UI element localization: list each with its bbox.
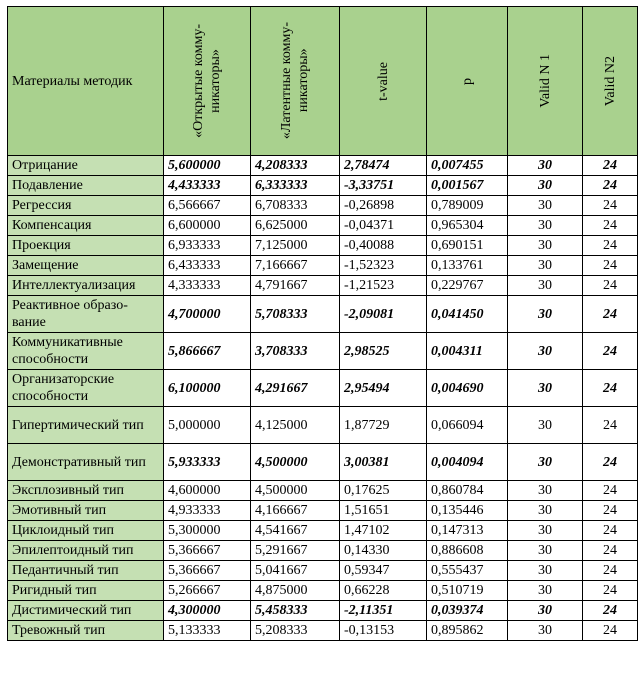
table-row (8, 370, 638, 407)
table-row (8, 236, 638, 256)
valid-n2-cell: 24 (583, 296, 638, 333)
valid-n2-cell: 24 (583, 276, 638, 296)
table-row (8, 601, 638, 621)
valid-n2-cell: 24 (583, 196, 638, 216)
latent-communicators-value: 4,500000 (251, 481, 340, 501)
table-row (8, 521, 638, 541)
valid-n2-cell: 24 (583, 236, 638, 256)
header-valid-n1: Valid N 1 (508, 7, 583, 156)
table-row (8, 561, 638, 581)
p-value-cell: 0,895862 (427, 621, 508, 641)
open-communicators-value: 5,866667 (164, 333, 251, 370)
t-value-cell: 0,59347 (340, 561, 427, 581)
t-value-cell: 2,98525 (340, 333, 427, 370)
p-value-cell: 0,965304 (427, 216, 508, 236)
t-value-cell: 1,51651 (340, 501, 427, 521)
valid-n1-cell: 30 (508, 370, 583, 407)
latent-communicators-value: 5,041667 (251, 561, 340, 581)
latent-communicators-value: 5,708333 (251, 296, 340, 333)
open-communicators-value: 4,700000 (164, 296, 251, 333)
valid-n1-cell: 30 (508, 561, 583, 581)
t-value-cell: 0,17625 (340, 481, 427, 501)
p-value-cell: 0,690151 (427, 236, 508, 256)
open-communicators-value: 5,366667 (164, 541, 251, 561)
open-communicators-value: 5,300000 (164, 521, 251, 541)
valid-n1-cell: 30 (508, 407, 583, 444)
latent-communicators-value: 6,333333 (251, 176, 340, 196)
valid-n1-cell: 30 (508, 216, 583, 236)
valid-n1-cell: 30 (508, 156, 583, 176)
header-valid-n2: Valid N2 (583, 7, 638, 156)
table-row (8, 481, 638, 501)
row-label: Отрицание (8, 156, 164, 176)
valid-n1-cell: 30 (508, 256, 583, 276)
t-value-cell: 2,78474 (340, 156, 427, 176)
valid-n2-cell: 24 (583, 521, 638, 541)
valid-n1-cell: 30 (508, 541, 583, 561)
valid-n1-cell: 30 (508, 481, 583, 501)
valid-n1-cell: 30 (508, 601, 583, 621)
open-communicators-value: 6,566667 (164, 196, 251, 216)
table-container (7, 6, 637, 641)
open-communicators-value: 5,933333 (164, 444, 251, 481)
p-value-cell: 0,004311 (427, 333, 508, 370)
valid-n2-cell: 24 (583, 561, 638, 581)
p-value-cell: 0,066094 (427, 407, 508, 444)
header-p: p (427, 7, 508, 156)
open-communicators-value: 4,933333 (164, 501, 251, 521)
header-latent-communicators: «Латентные комму- никаторы» (251, 7, 340, 156)
p-value-cell: 0,135446 (427, 501, 508, 521)
p-value-cell: 0,039374 (427, 601, 508, 621)
p-value-cell: 0,041450 (427, 296, 508, 333)
valid-n1-cell: 30 (508, 276, 583, 296)
p-value-cell: 0,229767 (427, 276, 508, 296)
latent-communicators-value: 6,708333 (251, 196, 340, 216)
table-row (8, 333, 638, 370)
t-value-cell: 0,14330 (340, 541, 427, 561)
valid-n2-cell: 24 (583, 541, 638, 561)
valid-n1-cell: 30 (508, 296, 583, 333)
open-communicators-value: 5,366667 (164, 561, 251, 581)
table-row (8, 541, 638, 561)
open-communicators-value: 4,333333 (164, 276, 251, 296)
open-communicators-value: 5,266667 (164, 581, 251, 601)
valid-n2-cell: 24 (583, 333, 638, 370)
open-communicators-value: 4,300000 (164, 601, 251, 621)
valid-n2-cell: 24 (583, 444, 638, 481)
row-label: Ригидный тип (8, 581, 164, 601)
p-value-cell: 0,886608 (427, 541, 508, 561)
valid-n2-cell: 24 (583, 601, 638, 621)
latent-communicators-value: 5,291667 (251, 541, 340, 561)
valid-n1-cell: 30 (508, 333, 583, 370)
header-t-value: t-value (340, 7, 427, 156)
t-value-cell: -2,11351 (340, 601, 427, 621)
row-label: Замещение (8, 256, 164, 276)
p-value-cell: 0,860784 (427, 481, 508, 501)
table-row (8, 581, 638, 601)
p-value-cell: 0,133761 (427, 256, 508, 276)
open-communicators-value: 6,600000 (164, 216, 251, 236)
open-communicators-value: 5,000000 (164, 407, 251, 444)
table-row (8, 156, 638, 176)
p-value-cell: 0,510719 (427, 581, 508, 601)
valid-n2-cell: 24 (583, 156, 638, 176)
t-value-cell: -0,26898 (340, 196, 427, 216)
latent-communicators-value: 3,708333 (251, 333, 340, 370)
table-row (8, 444, 638, 481)
row-label: Проекция (8, 236, 164, 256)
valid-n1-cell: 30 (508, 444, 583, 481)
valid-n2-cell: 24 (583, 370, 638, 407)
valid-n1-cell: 30 (508, 236, 583, 256)
latent-communicators-value: 4,791667 (251, 276, 340, 296)
valid-n2-cell: 24 (583, 581, 638, 601)
row-label: Эпилептоидный тип (8, 541, 164, 561)
header-open-communicators: «Открытые комму- никаторы» (164, 7, 251, 156)
table-row (8, 276, 638, 296)
latent-communicators-value: 5,208333 (251, 621, 340, 641)
latent-communicators-value: 4,500000 (251, 444, 340, 481)
valid-n2-cell: 24 (583, 216, 638, 236)
row-label: Подавление (8, 176, 164, 196)
row-label: Компенсация (8, 216, 164, 236)
valid-n2-cell: 24 (583, 176, 638, 196)
table-row (8, 256, 638, 276)
open-communicators-value: 4,600000 (164, 481, 251, 501)
t-value-cell: 1,87729 (340, 407, 427, 444)
t-value-cell: -2,09081 (340, 296, 427, 333)
p-value-cell: 0,555437 (427, 561, 508, 581)
table-row (8, 621, 638, 641)
p-value-cell: 0,001567 (427, 176, 508, 196)
valid-n2-cell: 24 (583, 621, 638, 641)
results-table (7, 6, 638, 641)
header-row (8, 7, 638, 156)
t-value-cell: -3,33751 (340, 176, 427, 196)
latent-communicators-value: 4,166667 (251, 501, 340, 521)
open-communicators-value: 6,433333 (164, 256, 251, 276)
open-communicators-value: 5,600000 (164, 156, 251, 176)
t-value-cell: 0,66228 (340, 581, 427, 601)
table-row (8, 216, 638, 236)
t-value-cell: 3,00381 (340, 444, 427, 481)
latent-communicators-value: 6,625000 (251, 216, 340, 236)
row-label: Тревожный тип (8, 621, 164, 641)
latent-communicators-value: 4,875000 (251, 581, 340, 601)
valid-n2-cell: 24 (583, 481, 638, 501)
open-communicators-value: 5,133333 (164, 621, 251, 641)
t-value-cell: -0,40088 (340, 236, 427, 256)
row-label: Организаторские способности (8, 370, 164, 407)
table-row (8, 196, 638, 216)
row-label: Коммуникативные способности (8, 333, 164, 370)
valid-n1-cell: 30 (508, 521, 583, 541)
row-label: Гипертимический тип (8, 407, 164, 444)
open-communicators-value: 4,433333 (164, 176, 251, 196)
valid-n1-cell: 30 (508, 196, 583, 216)
row-label: Демонстративный тип (8, 444, 164, 481)
latent-communicators-value: 7,125000 (251, 236, 340, 256)
open-communicators-value: 6,100000 (164, 370, 251, 407)
latent-communicators-value: 4,541667 (251, 521, 340, 541)
row-label: Эмотивный тип (8, 501, 164, 521)
p-value-cell: 0,147313 (427, 521, 508, 541)
latent-communicators-value: 7,166667 (251, 256, 340, 276)
valid-n1-cell: 30 (508, 501, 583, 521)
open-communicators-value: 6,933333 (164, 236, 251, 256)
p-value-cell: 0,007455 (427, 156, 508, 176)
valid-n1-cell: 30 (508, 621, 583, 641)
header-methods: Материалы методик (8, 7, 164, 156)
row-label: Реактивное образо-вание (8, 296, 164, 333)
valid-n2-cell: 24 (583, 501, 638, 521)
t-value-cell: -0,13153 (340, 621, 427, 641)
p-value-cell: 0,789009 (427, 196, 508, 216)
t-value-cell: 2,95494 (340, 370, 427, 407)
row-label: Регрессия (8, 196, 164, 216)
row-label: Эксплозивный тип (8, 481, 164, 501)
latent-communicators-value: 4,208333 (251, 156, 340, 176)
table-row (8, 296, 638, 333)
row-label: Дистимический тип (8, 601, 164, 621)
table-row (8, 176, 638, 196)
t-value-cell: 1,47102 (340, 521, 427, 541)
t-value-cell: -1,52323 (340, 256, 427, 276)
latent-communicators-value: 4,125000 (251, 407, 340, 444)
valid-n2-cell: 24 (583, 407, 638, 444)
latent-communicators-value: 5,458333 (251, 601, 340, 621)
valid-n1-cell: 30 (508, 176, 583, 196)
p-value-cell: 0,004094 (427, 444, 508, 481)
row-label: Циклоидный тип (8, 521, 164, 541)
row-label: Интеллектуализация (8, 276, 164, 296)
row-label: Педантичный тип (8, 561, 164, 581)
table-row (8, 407, 638, 444)
valid-n2-cell: 24 (583, 256, 638, 276)
latent-communicators-value: 4,291667 (251, 370, 340, 407)
t-value-cell: -1,21523 (340, 276, 427, 296)
table-row (8, 501, 638, 521)
p-value-cell: 0,004690 (427, 370, 508, 407)
t-value-cell: -0,04371 (340, 216, 427, 236)
table-body (8, 156, 638, 641)
valid-n1-cell: 30 (508, 581, 583, 601)
